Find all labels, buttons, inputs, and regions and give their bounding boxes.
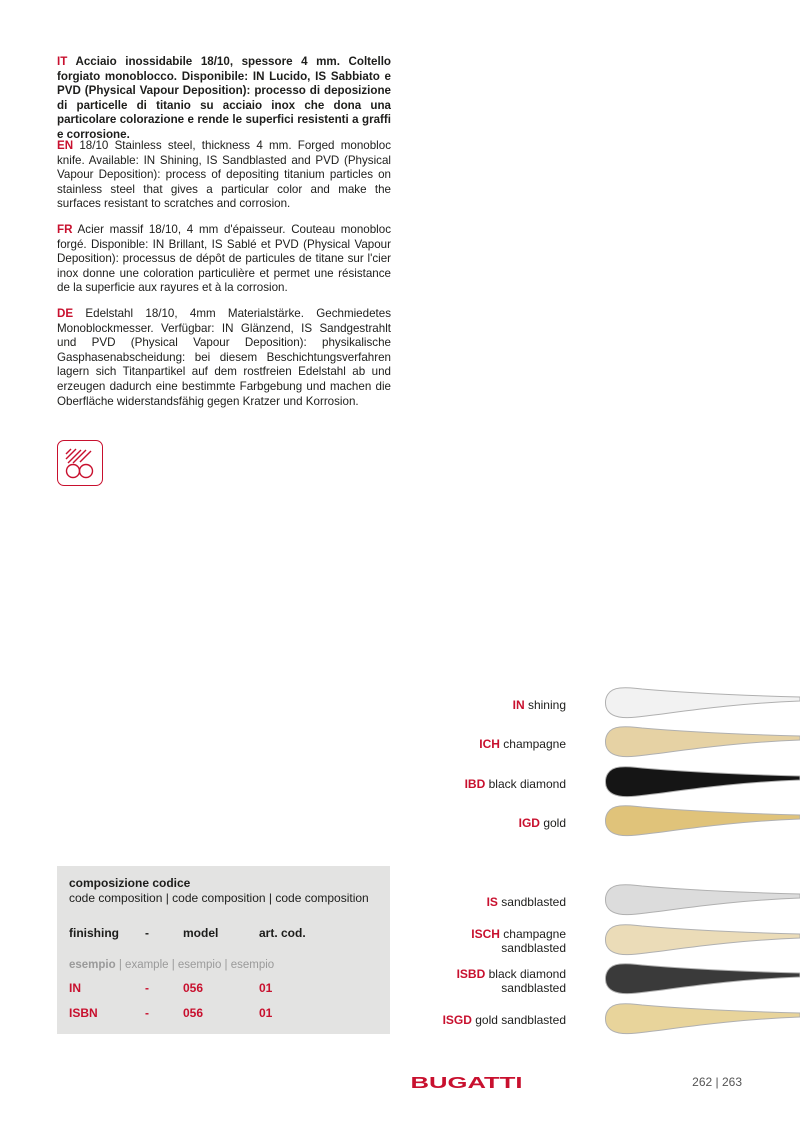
description-fr <box>57 223 391 296</box>
example-label <box>69 959 274 971</box>
description-it <box>57 55 391 143</box>
finish-name: gold <box>543 816 566 830</box>
example-dash: - <box>145 1006 149 1020</box>
cutlery-image-ibd <box>604 765 800 801</box>
example-finishing: ISBN <box>69 1006 98 1020</box>
header-dash: - <box>145 926 149 940</box>
lang-code-fr: FR <box>57 223 73 236</box>
description-text-it: Acciaio inossidabile 18/10, spessore 4 mm. Coltello forgiato monoblocco. Disponibile: IN Lucido, IS Sabbiato e PVD (Physical Vapour Deposition): processo di deposizione di particelle di titanio su acciaio inox che dona una particolare colorazione e rende le superfici resistenti a graffi e corrosione. <box>57 55 392 141</box>
finish-name: black diamond <box>488 967 566 981</box>
example-finishing: IN <box>69 981 81 995</box>
finish-label-isgd <box>443 1013 566 1027</box>
example-model: 056 <box>183 981 204 995</box>
lang-code-de: DE <box>57 307 74 320</box>
finish-code: IBD <box>464 777 486 791</box>
example-art-cod: 01 <box>259 1006 273 1020</box>
cutlery-image-igd <box>604 804 800 840</box>
finish-name: champagne <box>503 737 566 751</box>
finish-code: IGD <box>518 816 540 830</box>
cutlery-image-isch <box>604 923 800 959</box>
example-label-bold: esempio <box>69 959 116 971</box>
header-art-cod: art. cod. <box>259 926 306 940</box>
finish-label-ich <box>479 737 566 751</box>
finish-name: gold sandblasted <box>475 1013 566 1027</box>
finish-code: IN <box>512 698 525 712</box>
finish-code: ISGD <box>442 1013 472 1027</box>
finish-name: champagne <box>503 927 566 941</box>
cutlery-image-ich <box>604 725 800 761</box>
header-finishing: finishing <box>69 926 119 940</box>
finish-label-is <box>487 895 566 909</box>
example-model: 056 <box>183 1006 204 1020</box>
finish-label-igd <box>519 816 566 830</box>
finish-label-isch <box>471 927 566 955</box>
finish-code: IS <box>486 895 498 909</box>
finish-name-line2: sandblasted <box>501 981 566 995</box>
dishwasher-icon-graphic <box>58 441 101 484</box>
description-en <box>57 139 391 212</box>
example-label-rest: | example | esempio | esempio <box>115 959 275 971</box>
example-dash: - <box>145 981 149 995</box>
description-text-de: Edelstahl 18/10, 4mm Materialstärke. Gechmiedetes Monoblockmesser. Verfügbar: IN Glänzend, IS Sandgestrahlt und PVD (Physical Vapour Deposition): physikalische Gasphasenabscheidung: bei diesem Beschichtungsverfahren lagern sich Titanpartikel auf dem rostfreien Edelstahl ab und erzeugen dadurch eine bestimmte Farbgebung und machen die Oberfläche widerstandsfähig gegen Kratzer und Korrosion. <box>57 307 391 408</box>
finish-label-in <box>513 698 566 712</box>
lang-code-en: EN <box>57 139 74 152</box>
brand-logo <box>410 1074 523 1090</box>
finish-name: sandblasted <box>501 895 566 909</box>
code-box-subtitle: code composition | code composition | code composition <box>69 891 369 905</box>
finish-code: ISCH <box>471 927 500 941</box>
example-art-cod: 01 <box>259 981 273 995</box>
description-text-fr: Acier massif 18/10, 4 mm d'épaisseur. Couteau monobloc forgé. Disponible: IN Brillant, IS Sablé et PVD (Physical Vapour Deposition): processus de dépôt de particules de titane sur l'cier inox donne une coloration particulière et permet une résistance de la superficie aux rayures et à la corrosion. <box>57 223 391 295</box>
finish-label-ibd <box>465 777 566 791</box>
code-box-title: composizione codice <box>69 876 191 890</box>
finish-code: ICH <box>479 737 500 751</box>
cutlery-image-isbd <box>604 962 800 998</box>
finish-name: shining <box>527 698 566 712</box>
description-text-en: 18/10 Stainless steel, thickness 4 mm. Forged monobloc knife. Available: IN Shining, IS Sandblasted and PVD (Physical Vapour Deposition): process of depositing titanium particles on stainless steel that gives a particular color and make the surfaces resistant to scratches and corrosion. <box>57 139 391 211</box>
description-de <box>57 307 391 409</box>
cutlery-image-isgd <box>604 1002 800 1038</box>
lang-code-it: IT <box>57 55 68 68</box>
page-numbers: 262 | 263 <box>692 1075 742 1089</box>
finish-code: ISBD <box>456 967 486 981</box>
cutlery-image-is <box>604 883 800 919</box>
cutlery-image-in <box>604 686 800 722</box>
code-composition-box <box>57 866 390 1034</box>
header-model: model <box>183 926 219 940</box>
brand-logo-text: BUGATTI <box>410 1075 523 1090</box>
finish-name-line2: sandblasted <box>501 941 566 955</box>
finish-name: black diamond <box>488 777 566 791</box>
finish-label-isbd <box>457 967 566 995</box>
dishwasher-safe-icon <box>57 440 103 486</box>
